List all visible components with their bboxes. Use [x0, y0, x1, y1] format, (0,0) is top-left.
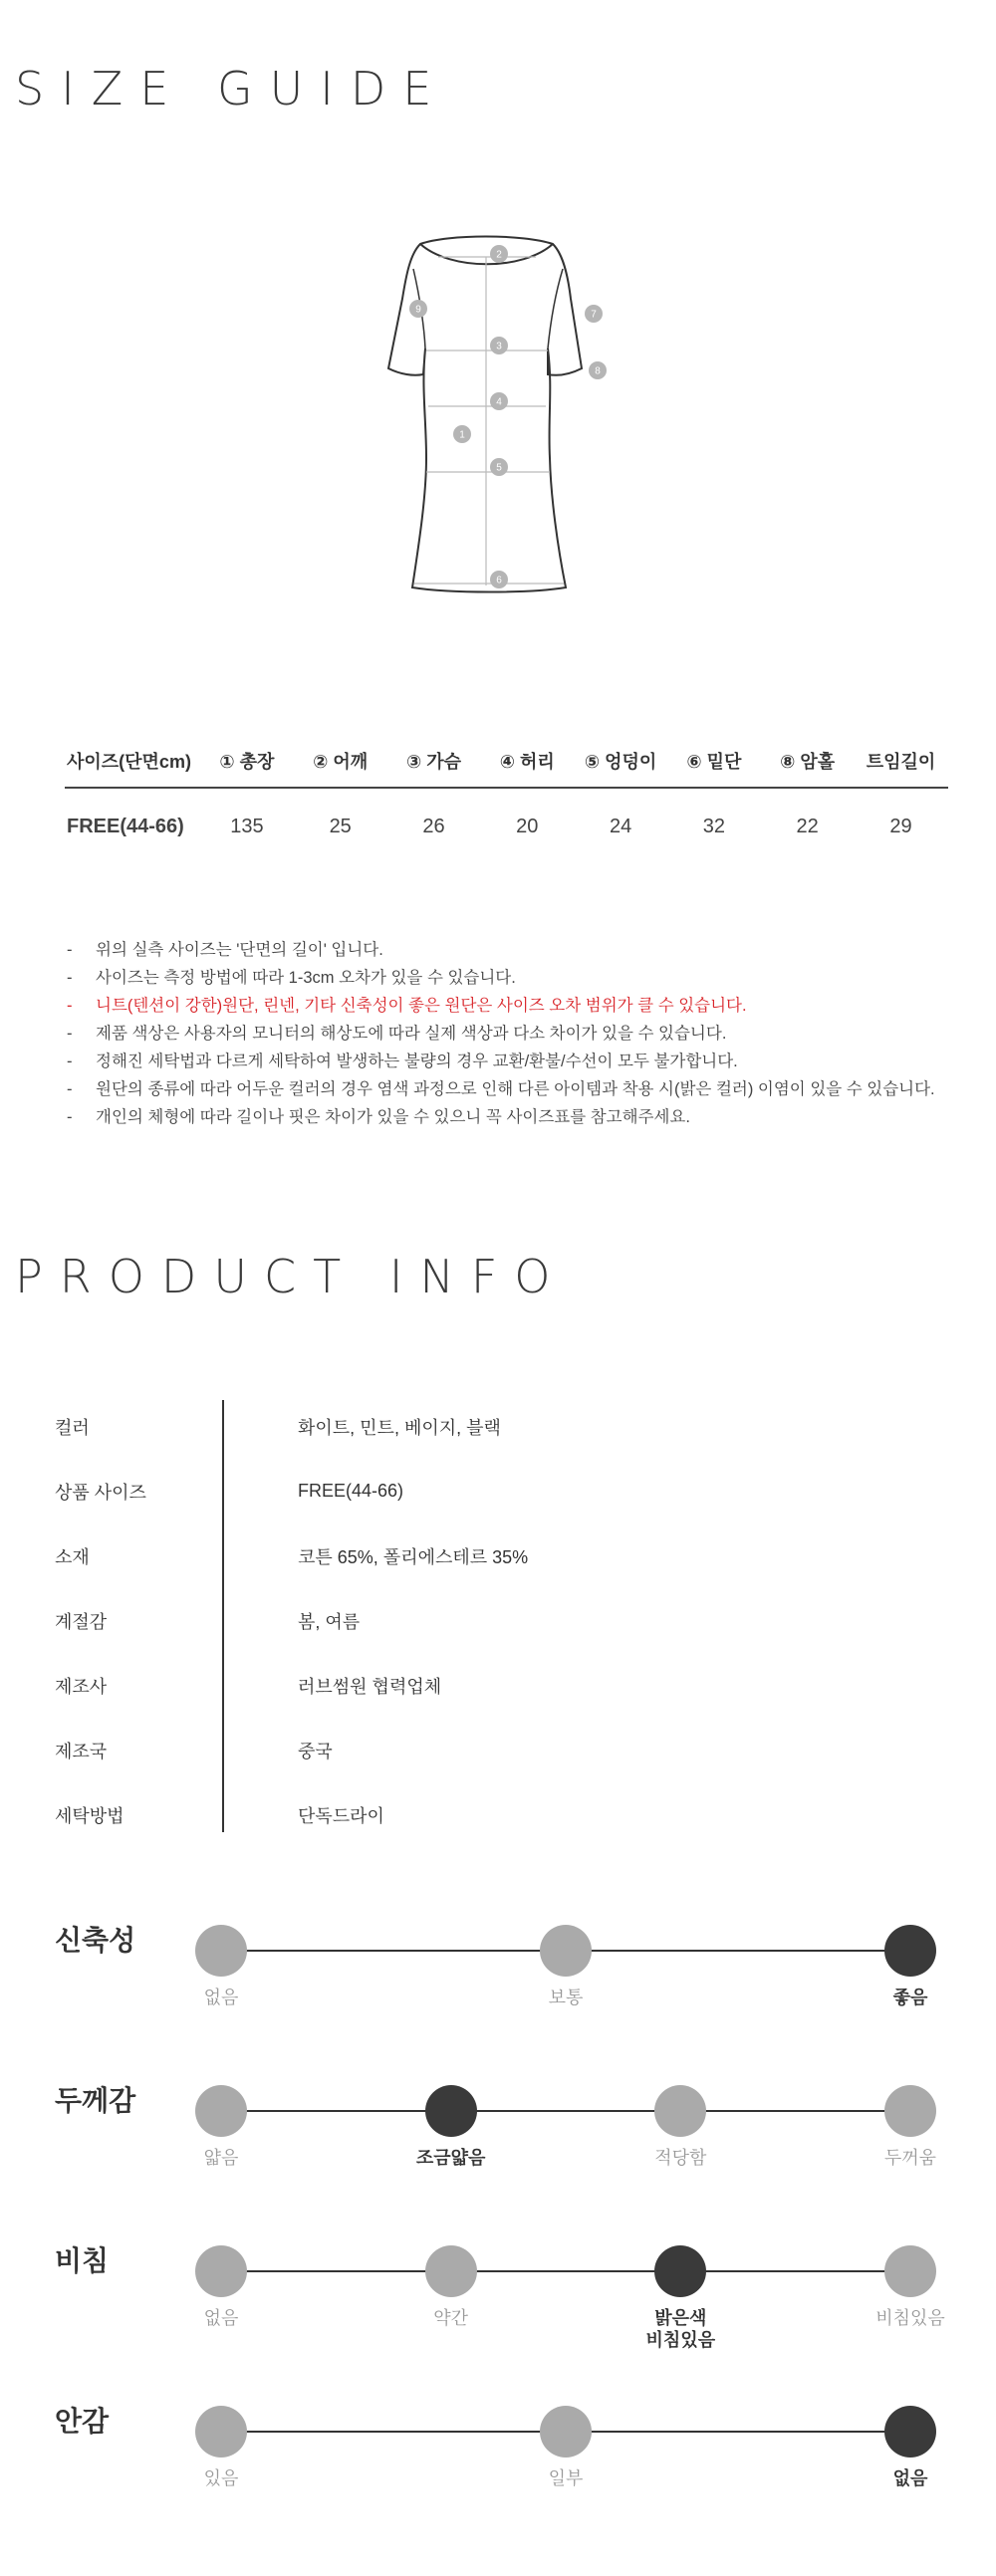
size-value: 20 [516, 815, 539, 837]
size-col-header: ⑥ 밑단 [686, 752, 742, 772]
note-text: 개인의 체형에 따라 길이나 핏은 차이가 있을 수 있으니 꼭 사이즈표를 참고해주세요. [96, 1108, 690, 1126]
diagram-marker-label: 7 [591, 309, 597, 321]
scale-point [884, 2085, 936, 2137]
note-dash: - [67, 1025, 73, 1043]
scale-point [195, 2406, 247, 2458]
info-value: FREE(44-66) [298, 1481, 404, 1501]
diagram-marker-label: 2 [496, 249, 502, 261]
scale-stretch [0, 1925, 996, 2054]
info-row-washing [55, 1782, 951, 1847]
info-label: 컬러 [55, 1417, 90, 1438]
scale-option-label: 없음 [203, 1988, 239, 2007]
scale-label: 안감 [55, 2406, 110, 2437]
scale-option-label: 두꺼움 [883, 2148, 937, 2168]
scale-point-selected [884, 1925, 936, 1977]
scale-option-label: 조금얇음 [415, 2148, 486, 2168]
diagram-marker-label: 4 [496, 396, 502, 408]
scale-label: 두께감 [55, 2085, 136, 2116]
scale-option-label: 없음 [892, 2468, 928, 2488]
size-guide-title: SIZE GUIDE [15, 62, 449, 116]
info-row-size [55, 1459, 951, 1523]
note-text: 정해진 세탁법과 다르게 세탁하여 발생하는 불량의 경우 교환/환불/수선이 모두 불가합니다. [96, 1053, 738, 1070]
note-item [67, 1103, 963, 1131]
size-col-header: 트임길이 [866, 752, 936, 772]
scale-thickness [0, 2085, 996, 2215]
diagram-marker-label: 9 [415, 304, 421, 316]
scale-option-label: 없음 [203, 2308, 239, 2328]
scale-option-label: 좋음 [892, 1988, 928, 2007]
note-dash: - [67, 941, 73, 959]
scale-point-selected [884, 2406, 936, 2458]
note-item [67, 1048, 963, 1075]
size-table-header-row [65, 735, 948, 789]
note-item [67, 964, 963, 992]
size-notes [67, 936, 963, 1131]
scale-point-selected [654, 2245, 706, 2297]
info-row-color [55, 1394, 951, 1459]
size-value: 25 [329, 815, 352, 837]
note-text: 원단의 종류에 따라 어두운 컬러의 경우 염색 과정으로 인해 다른 아이템과 착용 시(밝은 컬러) 이염이 있을 수 있습니다. [96, 1080, 935, 1098]
scale-point [654, 2085, 706, 2137]
info-value: 코튼 65%, 폴리에스테르 35% [298, 1546, 529, 1567]
scale-line [221, 2110, 910, 2112]
size-row-label: FREE(44-66) [67, 815, 184, 837]
note-item-highlight [67, 992, 963, 1020]
diagram-marker-label: 8 [595, 365, 601, 377]
note-dash: - [67, 1053, 73, 1070]
scale-option-label: 밝은색 비침있음 [645, 2308, 716, 2350]
scale-point [195, 1925, 247, 1977]
info-label: 세탁방법 [55, 1805, 124, 1826]
info-value: 러브썸원 협력업체 [298, 1676, 442, 1697]
note-item [67, 1020, 963, 1048]
note-text: 니트(텐션이 강한)원단, 린넨, 기타 신축성이 좋은 원단은 사이즈 오차 범위가 클 수 있습니다. [96, 997, 747, 1015]
diagram-marker-label: 6 [496, 575, 502, 586]
scale-point [425, 2245, 477, 2297]
scale-point [884, 2245, 936, 2297]
note-dash: - [67, 1108, 73, 1126]
info-value: 봄, 여름 [298, 1611, 361, 1632]
note-item [67, 936, 963, 964]
size-table-header-label: 사이즈(단면cm) [67, 752, 191, 772]
size-value: 22 [796, 815, 819, 837]
scale-point [195, 2245, 247, 2297]
info-label: 상품 사이즈 [55, 1482, 146, 1503]
info-label: 계절감 [55, 1611, 108, 1632]
size-col-header: ⑧ 암홀 [780, 752, 836, 772]
size-col-header: ② 어깨 [313, 752, 369, 772]
scale-line [221, 2270, 910, 2272]
info-row-origin [55, 1718, 951, 1782]
diagram-marker-label: 3 [496, 341, 502, 352]
scale-option-label: 보통 [548, 1988, 584, 2007]
note-dash: - [67, 969, 73, 987]
info-row-material [55, 1523, 951, 1588]
info-label: 제조사 [55, 1676, 108, 1697]
size-col-header: ① 총장 [219, 752, 275, 772]
info-label: 제조국 [55, 1741, 108, 1761]
info-row-season [55, 1588, 951, 1653]
product-info-title: PRODUCT INFO [15, 1250, 568, 1303]
dress-measurement-diagram [359, 229, 637, 607]
note-item [67, 1075, 963, 1103]
scale-lining [0, 2406, 996, 2535]
diagram-marker-label: 5 [496, 462, 502, 474]
size-value: 29 [889, 815, 912, 837]
size-col-header: ④ 허리 [499, 752, 555, 772]
scale-label: 비침 [55, 2245, 110, 2276]
note-text: 위의 실측 사이즈는 '단면의 길이' 입니다. [96, 941, 383, 959]
scale-option-label: 약간 [433, 2308, 469, 2328]
info-value: 단독드라이 [298, 1805, 384, 1826]
scale-point [540, 2406, 592, 2458]
scale-point-selected [425, 2085, 477, 2137]
scale-point [195, 2085, 247, 2137]
diagram-marker-label: 1 [459, 429, 465, 441]
scale-sheerness [0, 2245, 996, 2375]
size-table-row [65, 789, 948, 864]
note-dash: - [67, 1080, 73, 1098]
size-col-header: ③ 가슴 [405, 752, 461, 772]
size-value: 24 [609, 815, 632, 837]
scale-point [540, 1925, 592, 1977]
info-label: 소재 [55, 1546, 90, 1567]
size-value: 135 [230, 815, 264, 837]
info-row-manufacturer [55, 1653, 951, 1718]
scale-option-label: 있음 [203, 2468, 239, 2488]
info-value: 중국 [298, 1741, 333, 1761]
size-table [65, 735, 948, 864]
scale-option-label: 비침있음 [875, 2308, 945, 2328]
size-value: 26 [422, 815, 445, 837]
scale-option-label: 일부 [548, 2468, 584, 2488]
size-col-header: ⑤ 엉덩이 [584, 752, 657, 772]
note-text: 사이즈는 측정 방법에 따라 1-3cm 오차가 있을 수 있습니다. [96, 969, 516, 987]
note-text: 제품 색상은 사용자의 모니터의 해상도에 따라 실제 색상과 다소 차이가 있을 수 있습니다. [96, 1025, 727, 1043]
scale-label: 신축성 [55, 1925, 136, 1956]
note-dash: - [67, 997, 73, 1015]
size-value: 32 [702, 815, 725, 837]
scale-option-label: 적당함 [654, 2148, 707, 2168]
scale-option-label: 얇음 [203, 2148, 239, 2168]
info-value: 화이트, 민트, 베이지, 블랙 [298, 1417, 501, 1438]
product-info-table [55, 1394, 951, 1847]
